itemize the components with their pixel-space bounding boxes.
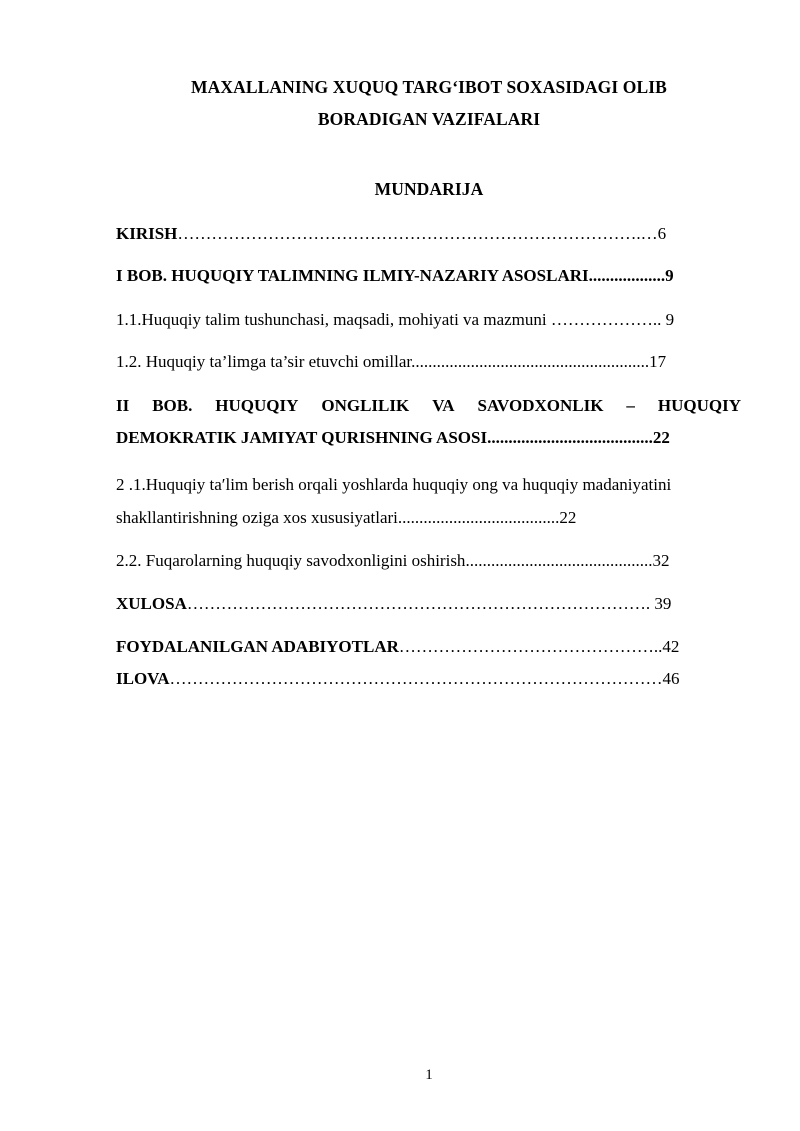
document-title-line-1: MAXALLANING XUQUQ TARG‘IBOT SOXASIDAGI OLIB <box>191 77 667 97</box>
toc-word: ONGLILIK <box>321 396 410 415</box>
toc-entry-section-2-1-line-1[interactable]: 2 .1.Huquqiy taʹlim berish orqali yoshlarda huquqiy ong va huquqiy madaniyatini <box>116 475 672 494</box>
toc-entry-bob-2-line-2[interactable] <box>116 428 670 448</box>
toc-entry-page: 42 <box>662 637 680 656</box>
page-number: 1 <box>425 1067 433 1083</box>
toc-entry-section-2-2[interactable] <box>116 551 669 571</box>
toc-entry-label: 2.2. Fuqarolarning huquqiy savodxonligini oshirish <box>116 551 466 570</box>
toc-word: – <box>626 396 635 415</box>
toc-entry-leader: ……………….. <box>546 310 662 329</box>
toc-word: SAVODXONLIK <box>477 396 604 415</box>
toc-entry-page: 9 <box>665 266 674 285</box>
toc-entry-leader: ...................................... <box>397 508 560 527</box>
toc-entry-label: 1.2. Huquqiy ta’limga ta’sir etuvchi omillar <box>116 352 412 371</box>
toc-entry-page: 9 <box>661 310 675 329</box>
toc-entry-leader: ……………………………………………………………………….… <box>177 224 658 243</box>
toc-entry-bob-1[interactable] <box>116 266 674 286</box>
toc-entry-page: 22 <box>652 428 670 447</box>
toc-entry-leader: ....................................... <box>487 428 653 447</box>
toc-entry-label: shakllantirishning oziga xos xususiyatlari <box>116 508 398 527</box>
toc-entry-page: 39 <box>654 594 672 613</box>
toc-entry-label: FOYDALANILGAN ADABIYOTLAR <box>116 637 399 656</box>
toc-heading: MUNDARIJA <box>374 179 484 199</box>
toc-entry-leader: ........................................................ <box>411 352 650 371</box>
toc-entry-foydalanilgan-adabiyotlar[interactable] <box>116 637 679 657</box>
toc-entry-label: 1.1.Huquqiy talim tushunchasi, maqsadi, mohiyati va mazmuni <box>116 310 547 329</box>
toc-entry-page: 46 <box>662 669 680 688</box>
toc-entry-leader: ............................................ <box>465 551 653 570</box>
document-title-line-2: BORADIGAN VAZIFALARI <box>317 109 541 129</box>
toc-word: II <box>116 396 130 415</box>
toc-entry-label: DEMOKRATIK JAMIYAT QURISHNING ASOSI <box>116 428 488 447</box>
toc-entry-section-1-2[interactable] <box>116 352 666 372</box>
toc-entry-page: 17 <box>649 352 667 371</box>
toc-entry-bob-2-line-1[interactable] <box>116 396 741 416</box>
toc-word: HUQUQIY <box>657 396 741 415</box>
toc-entry-leader: ………………………………………………………………………. <box>186 594 655 613</box>
toc-entry-page: 6 <box>657 224 667 243</box>
toc-entry-kirish[interactable] <box>116 224 666 244</box>
toc-entry-section-2-1-line-2[interactable] <box>116 508 576 528</box>
toc-entry-leader: ……………………………………….. <box>398 637 663 656</box>
toc-entry-page: 32 <box>652 551 670 570</box>
toc-word: BOB. <box>152 396 193 415</box>
toc-entry-label: ILOVA <box>116 669 170 688</box>
toc-entry-page: 22 <box>559 508 577 527</box>
toc-word: VA <box>432 396 455 415</box>
toc-entry-leader: …………………………………………………………………………… <box>169 669 663 688</box>
toc-entry-label: KIRISH <box>116 224 178 243</box>
toc-entry-leader: .................. <box>588 266 666 285</box>
toc-entry-label: I BOB. HUQUQIY TALIMNING ILMIY-NAZARIY ASOSLARI <box>116 266 589 285</box>
toc-entry-xulosa[interactable] <box>116 594 671 614</box>
toc-word: HUQUQIY <box>215 396 299 415</box>
toc-entry-label: XULOSA <box>116 594 187 613</box>
toc-entry-ilova[interactable] <box>116 669 680 689</box>
toc-entry-section-1-1[interactable] <box>116 310 674 330</box>
